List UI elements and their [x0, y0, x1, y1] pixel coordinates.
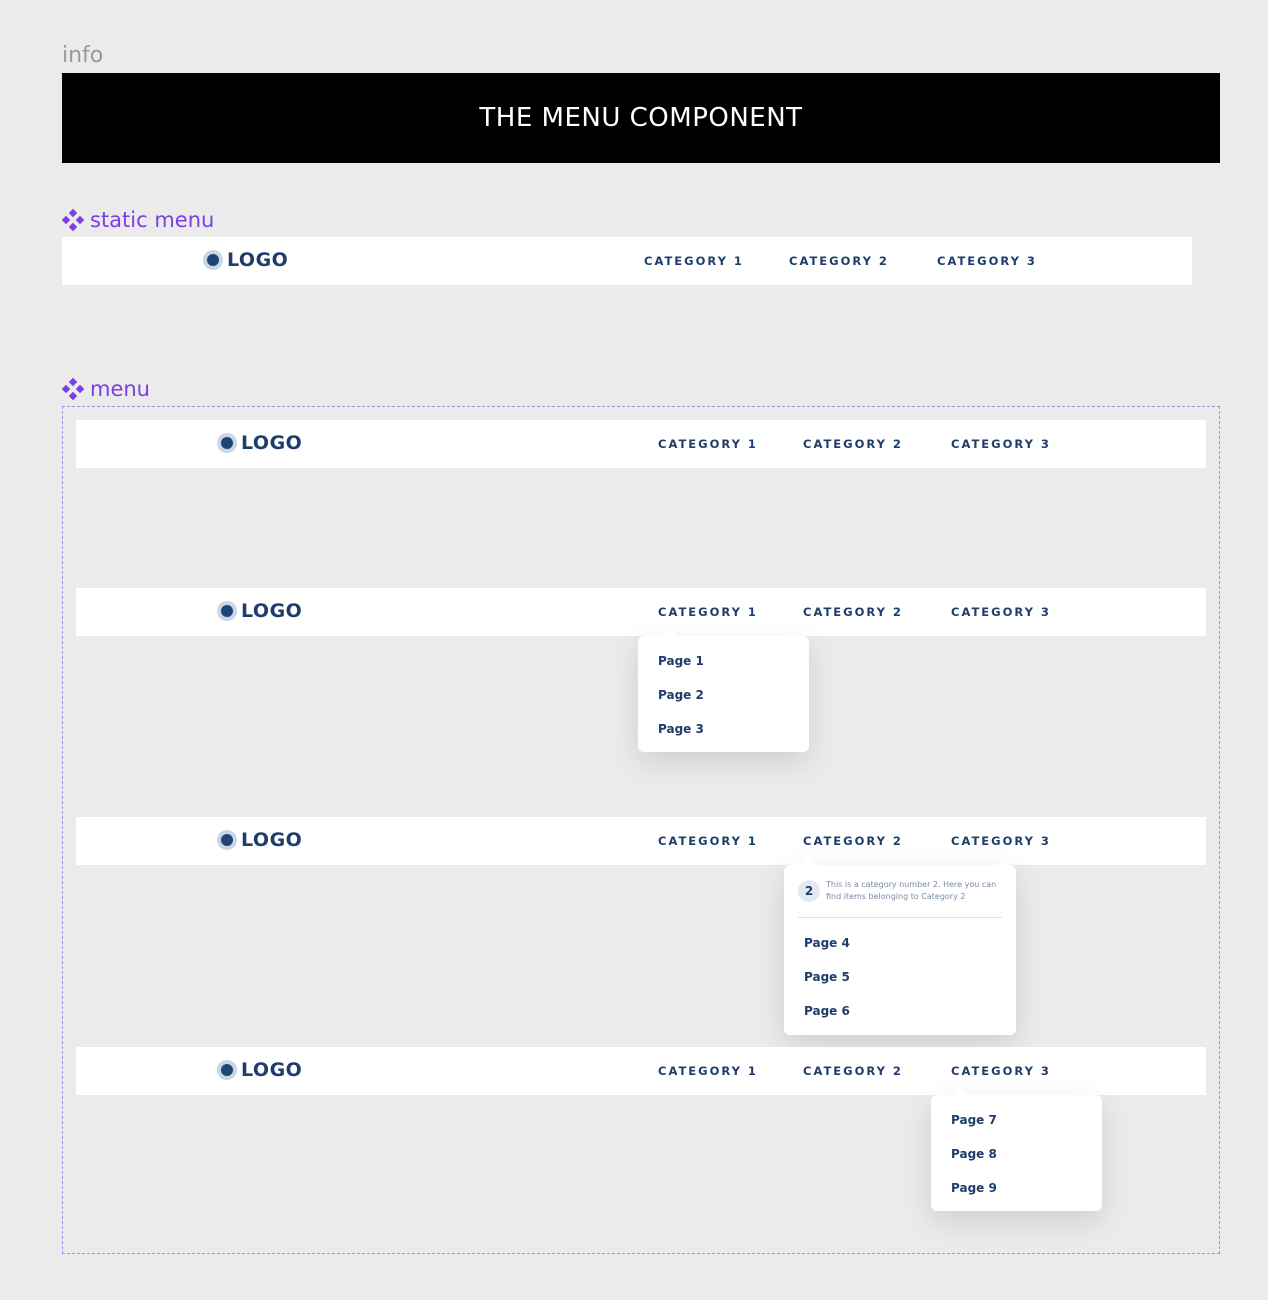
divider [798, 917, 1002, 918]
dropdown-category-3 [931, 1095, 1102, 1211]
static-menu-bar [62, 237, 1192, 285]
dropdown-item[interactable]: Page 6 [804, 1004, 850, 1018]
nav-category-2[interactable]: CATEGORY 2 [803, 834, 903, 848]
component-label-static-menu [62, 208, 214, 232]
category-number-badge: 2 [798, 880, 820, 902]
dropdown-item[interactable]: Page 7 [951, 1113, 997, 1127]
component-label-menu [62, 377, 150, 401]
nav-category-3[interactable]: CATEGORY 3 [951, 437, 1051, 451]
nav-category-2[interactable]: CATEGORY 2 [803, 1064, 903, 1078]
nav-category-1[interactable]: CATEGORY 1 [658, 605, 758, 619]
logo[interactable] [217, 1059, 302, 1081]
nav-category-3[interactable]: CATEGORY 3 [951, 834, 1051, 848]
logo-text: LOGO [241, 1059, 303, 1081]
logo-text: LOGO [241, 600, 303, 622]
dropdown-category-2 [784, 865, 1016, 1035]
component-icon [62, 209, 84, 231]
logo-text: LOGO [241, 829, 303, 851]
component-label-text: static menu [90, 208, 215, 232]
dropdown-item[interactable]: Page 5 [804, 970, 850, 984]
nav-category-1[interactable]: CATEGORY 1 [644, 254, 744, 268]
logo[interactable] [217, 600, 302, 622]
nav-category-1[interactable]: CATEGORY 1 [658, 834, 758, 848]
component-icon [62, 378, 84, 400]
nav-category-3[interactable]: CATEGORY 3 [951, 1064, 1051, 1078]
frame-label: info [62, 43, 104, 68]
dropdown-item[interactable]: Page 4 [804, 936, 850, 950]
nav-category-1[interactable]: CATEGORY 1 [658, 437, 758, 451]
logo[interactable] [217, 432, 302, 454]
logo-icon [217, 601, 237, 621]
dropdown-item[interactable]: Page 1 [658, 654, 704, 668]
dropdown-item[interactable]: Page 9 [951, 1181, 997, 1195]
nav-category-2[interactable]: CATEGORY 2 [803, 437, 903, 451]
component-label-text: menu [90, 377, 150, 401]
nav-category-2[interactable]: CATEGORY 2 [789, 254, 889, 268]
page-banner [62, 73, 1220, 163]
category-description: This is a category number 2. Here you can find items belonging to Category 2 [826, 880, 997, 901]
menu-bar-default [76, 420, 1206, 468]
menu-bar-category-2-open [76, 817, 1206, 865]
logo[interactable] [217, 829, 302, 851]
logo[interactable] [203, 249, 288, 271]
nav-category-3[interactable]: CATEGORY 3 [937, 254, 1037, 268]
logo-icon [217, 433, 237, 453]
logo-text: LOGO [227, 249, 289, 271]
menu-bar-category-1-open [76, 588, 1206, 636]
dropdown-category-1 [638, 636, 809, 752]
logo-text: LOGO [241, 432, 303, 454]
banner-title: THE MENU COMPONENT [479, 103, 803, 133]
dropdown-item[interactable]: Page 8 [951, 1147, 997, 1161]
logo-icon [203, 250, 223, 270]
logo-icon [217, 830, 237, 850]
dropdown-item[interactable]: Page 2 [658, 688, 704, 702]
menu-bar-category-3-open [76, 1047, 1206, 1095]
dropdown-item[interactable]: Page 3 [658, 722, 704, 736]
nav-category-1[interactable]: CATEGORY 1 [658, 1064, 758, 1078]
nav-category-3[interactable]: CATEGORY 3 [951, 605, 1051, 619]
logo-icon [217, 1060, 237, 1080]
nav-category-2[interactable]: CATEGORY 2 [803, 605, 903, 619]
